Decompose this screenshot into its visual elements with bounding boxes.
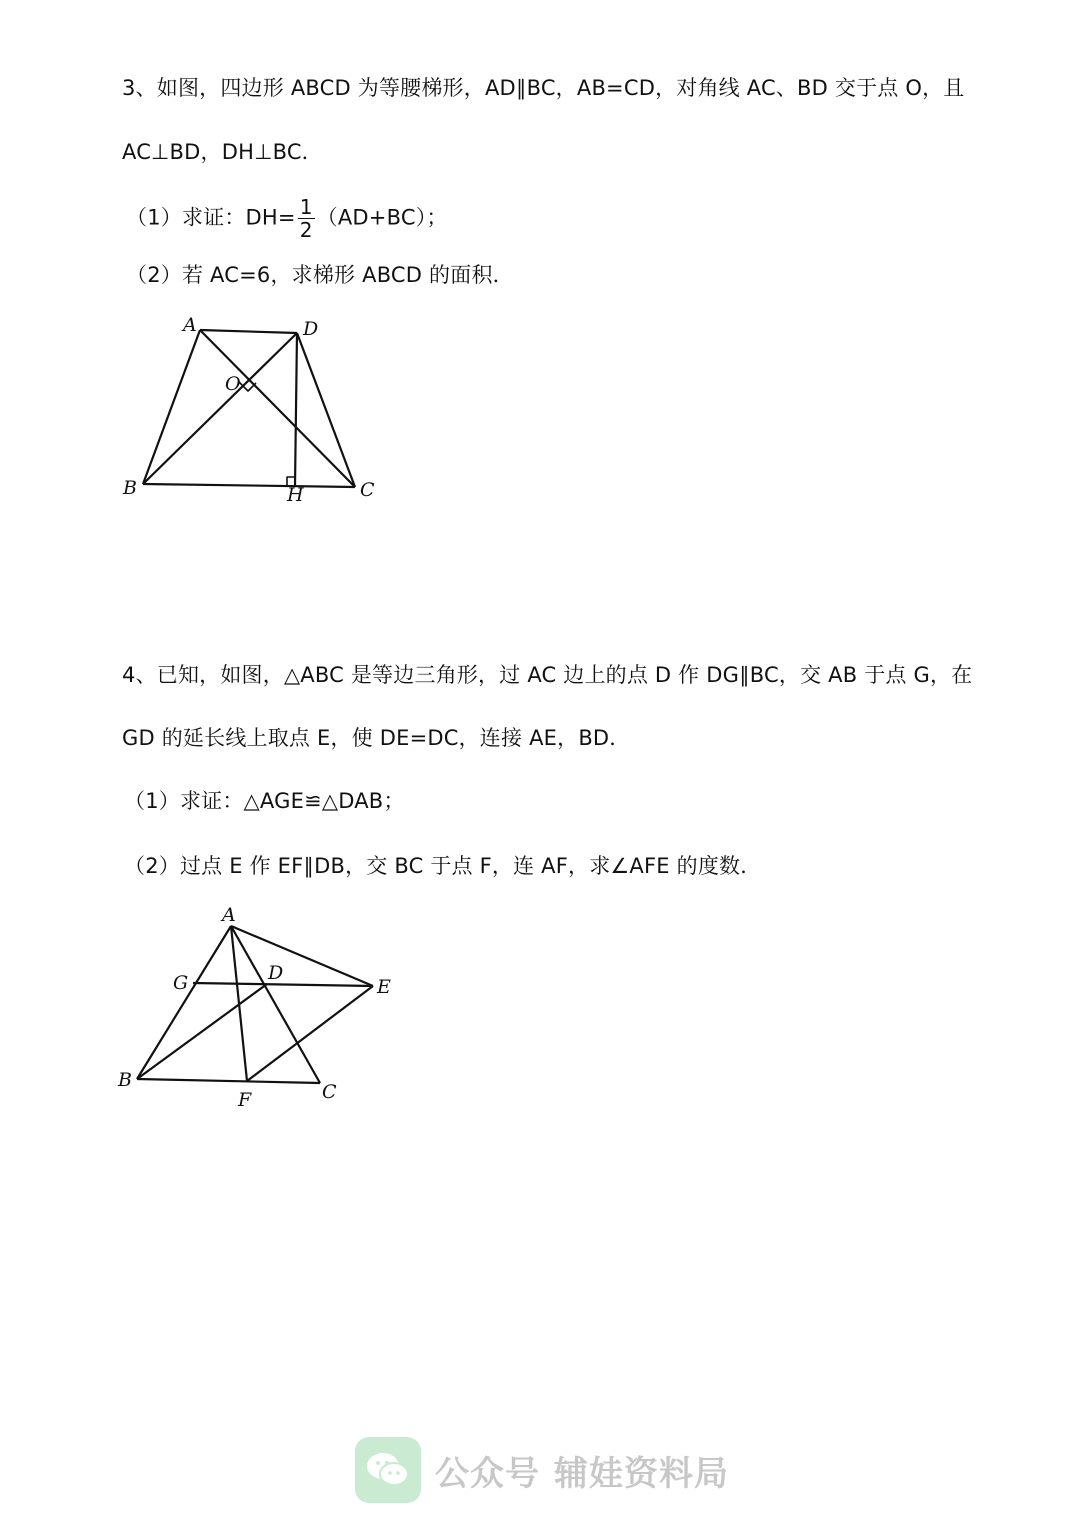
watermark-prefix: 公众号 (435, 1453, 540, 1494)
label-O: O (225, 373, 241, 395)
problem3-part1-suffix: （AD+BC）； (316, 205, 448, 230)
problem3-line2: AC⊥BD，DH⊥BC． (122, 140, 323, 164)
problem3-part2: （2）若 AC=6，求梯形 ABCD 的面积． (126, 263, 514, 287)
label-E: E (377, 976, 391, 998)
problem4-part2: （2）过点 E 作 EF∥DB，交 BC 于点 F，连 AF，求∠AFE 的度数． (124, 854, 762, 878)
fraction-denominator: 2 (299, 218, 313, 242)
label-C: C (360, 479, 375, 501)
label-H: H (287, 484, 304, 506)
label-D: D (268, 962, 284, 984)
problem4-line1: 4、已知，如图，△ABC 是等边三角形，过 AC 边上的点 D 作 DG∥BC，交 AB 于点 G，在 (122, 663, 973, 687)
problem4-part1: （1）求证：△AGE≌△DAB； (124, 789, 405, 813)
problem4-line2: GD 的延长线上取点 E，使 DE=DC，连接 AE，BD． (122, 726, 631, 750)
label-A: A (183, 314, 197, 336)
wechat-icon (355, 1437, 421, 1503)
segment-BD (137, 984, 267, 1079)
label-B: B (118, 1069, 132, 1091)
watermark (355, 1436, 729, 1504)
fraction-numerator: 1 (299, 195, 313, 219)
label-B: B (123, 477, 137, 499)
problem3-line1: 3、如图，四边形 ABCD 为等腰梯形，AD∥BC，AB=CD，对角线 AC、BD 交于点 O，且 (122, 76, 965, 100)
label-F: F (238, 1089, 252, 1111)
segment-AE (231, 926, 373, 986)
watermark-name: 辅娃资料局 (554, 1453, 729, 1494)
segment-AB (137, 926, 231, 1079)
label-A: A (222, 904, 236, 926)
label-C: C (322, 1081, 337, 1103)
label-D: D (303, 318, 319, 340)
label-G: G (173, 972, 189, 994)
segment-BC (137, 1079, 320, 1083)
problem3-part1-prefix: （1）求证：DH= (126, 205, 296, 230)
